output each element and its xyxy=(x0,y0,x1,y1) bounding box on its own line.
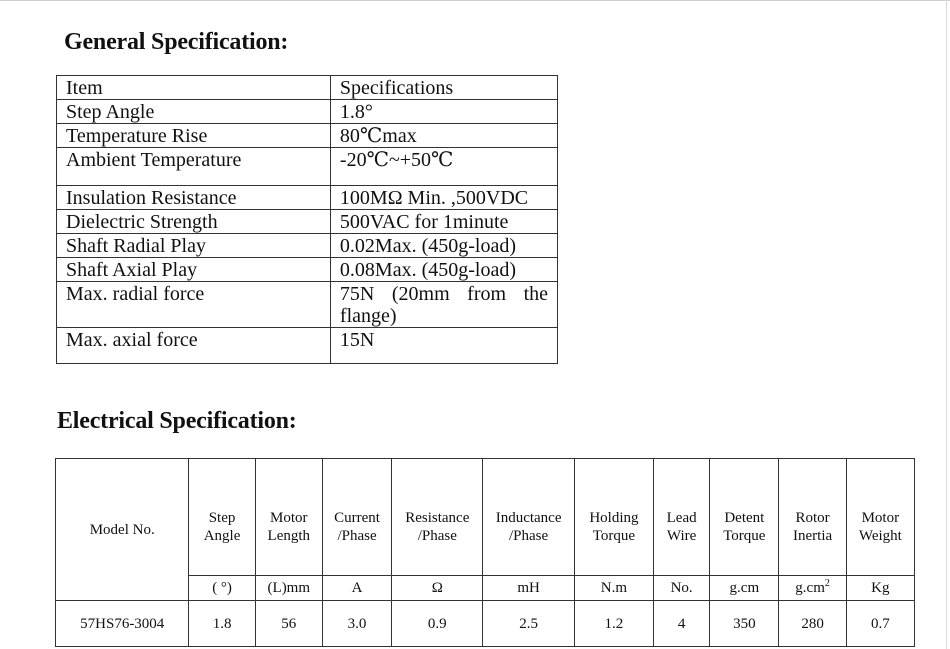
value-cell: 0.9 xyxy=(392,601,483,647)
header-motor-weight: Motor Weight xyxy=(846,459,914,576)
model-no-header xyxy=(56,459,189,601)
item-cell: Shaft Radial Play xyxy=(57,234,331,258)
item-cell: Dielectric Strength xyxy=(57,210,331,234)
item-cell: Insulation Resistance xyxy=(57,186,331,210)
value-cell: 4 xyxy=(654,601,710,647)
value-cell: 350 xyxy=(710,601,779,647)
unit-cell: (L)mm xyxy=(255,576,322,601)
page-top-border xyxy=(0,0,950,6)
header-holding-torque: Holding Torque xyxy=(574,459,653,576)
electrical-spec-table xyxy=(55,458,915,647)
electrical-spec-heading: Electrical Specification: xyxy=(57,408,297,434)
item-cell: Max. axial force xyxy=(57,328,331,364)
table-row xyxy=(57,124,558,148)
spec-cell: 15N xyxy=(330,328,557,364)
spec-cell: 80℃max xyxy=(330,124,557,148)
header-inductance-phase: Inductance /Phase xyxy=(483,459,574,576)
table-row xyxy=(57,186,558,210)
general-spec-table xyxy=(56,75,558,364)
unit-cell: g.cm xyxy=(710,576,779,601)
table-row xyxy=(56,601,915,647)
unit-superscript: 2 xyxy=(824,578,830,589)
header-step-angle: Step Angle xyxy=(189,459,255,576)
general-spec-heading: General Specification: xyxy=(64,29,289,55)
header-current-phase: Current /Phase xyxy=(322,459,391,576)
unit-cell: Ω xyxy=(392,576,483,601)
spec-cell: 1.8° xyxy=(330,100,557,124)
unit-text: g.cm xyxy=(795,580,825,596)
table-header-row xyxy=(57,76,558,100)
header-item: Item xyxy=(57,76,331,100)
unit-cell xyxy=(779,576,846,601)
page-right-border xyxy=(946,0,947,649)
item-cell: Step Angle xyxy=(57,100,331,124)
spec-cell: 0.08Max. (450g-load) xyxy=(330,258,557,282)
table-row xyxy=(57,148,558,186)
value-cell: 3.0 xyxy=(322,601,391,647)
unit-cell: N.m xyxy=(574,576,653,601)
header-rotor-inertia: Rotor Inertia xyxy=(779,459,846,576)
table-row xyxy=(57,258,558,282)
spec-cell: 75N (20mm from the flange) xyxy=(330,282,557,328)
spec-cell: 0.02Max. (450g-load) xyxy=(330,234,557,258)
item-cell: Shaft Axial Play xyxy=(57,258,331,282)
value-cell: 280 xyxy=(779,601,846,647)
table-row xyxy=(57,328,558,364)
value-cell: 1.2 xyxy=(574,601,653,647)
item-cell: Temperature Rise xyxy=(57,124,331,148)
table-row xyxy=(57,210,558,234)
spec-cell: -20℃~+50℃ xyxy=(330,148,557,186)
item-cell: Max. radial force xyxy=(57,282,331,328)
model-cell: 57HS76-3004 xyxy=(56,601,189,647)
table-row xyxy=(57,234,558,258)
unit-cell: No. xyxy=(654,576,710,601)
header-resistance-phase: Resistance /Phase xyxy=(392,459,483,576)
table-row xyxy=(57,100,558,124)
header-lead-wire: Lead Wire xyxy=(654,459,710,576)
value-cell: 56 xyxy=(255,601,322,647)
unit-cell: ( °) xyxy=(189,576,255,601)
model-no-header-label: Model No. xyxy=(89,521,155,538)
unit-cell: A xyxy=(322,576,391,601)
spec-cell: 500VAC for 1minute xyxy=(330,210,557,234)
header-detent-torque: Detent Torque xyxy=(710,459,779,576)
spec-cell: 100MΩ Min. ,500VDC xyxy=(330,186,557,210)
table-row xyxy=(57,282,558,328)
unit-cell: mH xyxy=(483,576,574,601)
header-motor-length: Motor Length xyxy=(255,459,322,576)
value-cell: 2.5 xyxy=(483,601,574,647)
value-cell: 0.7 xyxy=(846,601,914,647)
header-specifications: Specifications xyxy=(330,76,557,100)
item-cell: Ambient Temperature xyxy=(57,148,331,186)
value-cell: 1.8 xyxy=(189,601,255,647)
unit-cell: Kg xyxy=(846,576,914,601)
table-header-row xyxy=(56,459,915,576)
